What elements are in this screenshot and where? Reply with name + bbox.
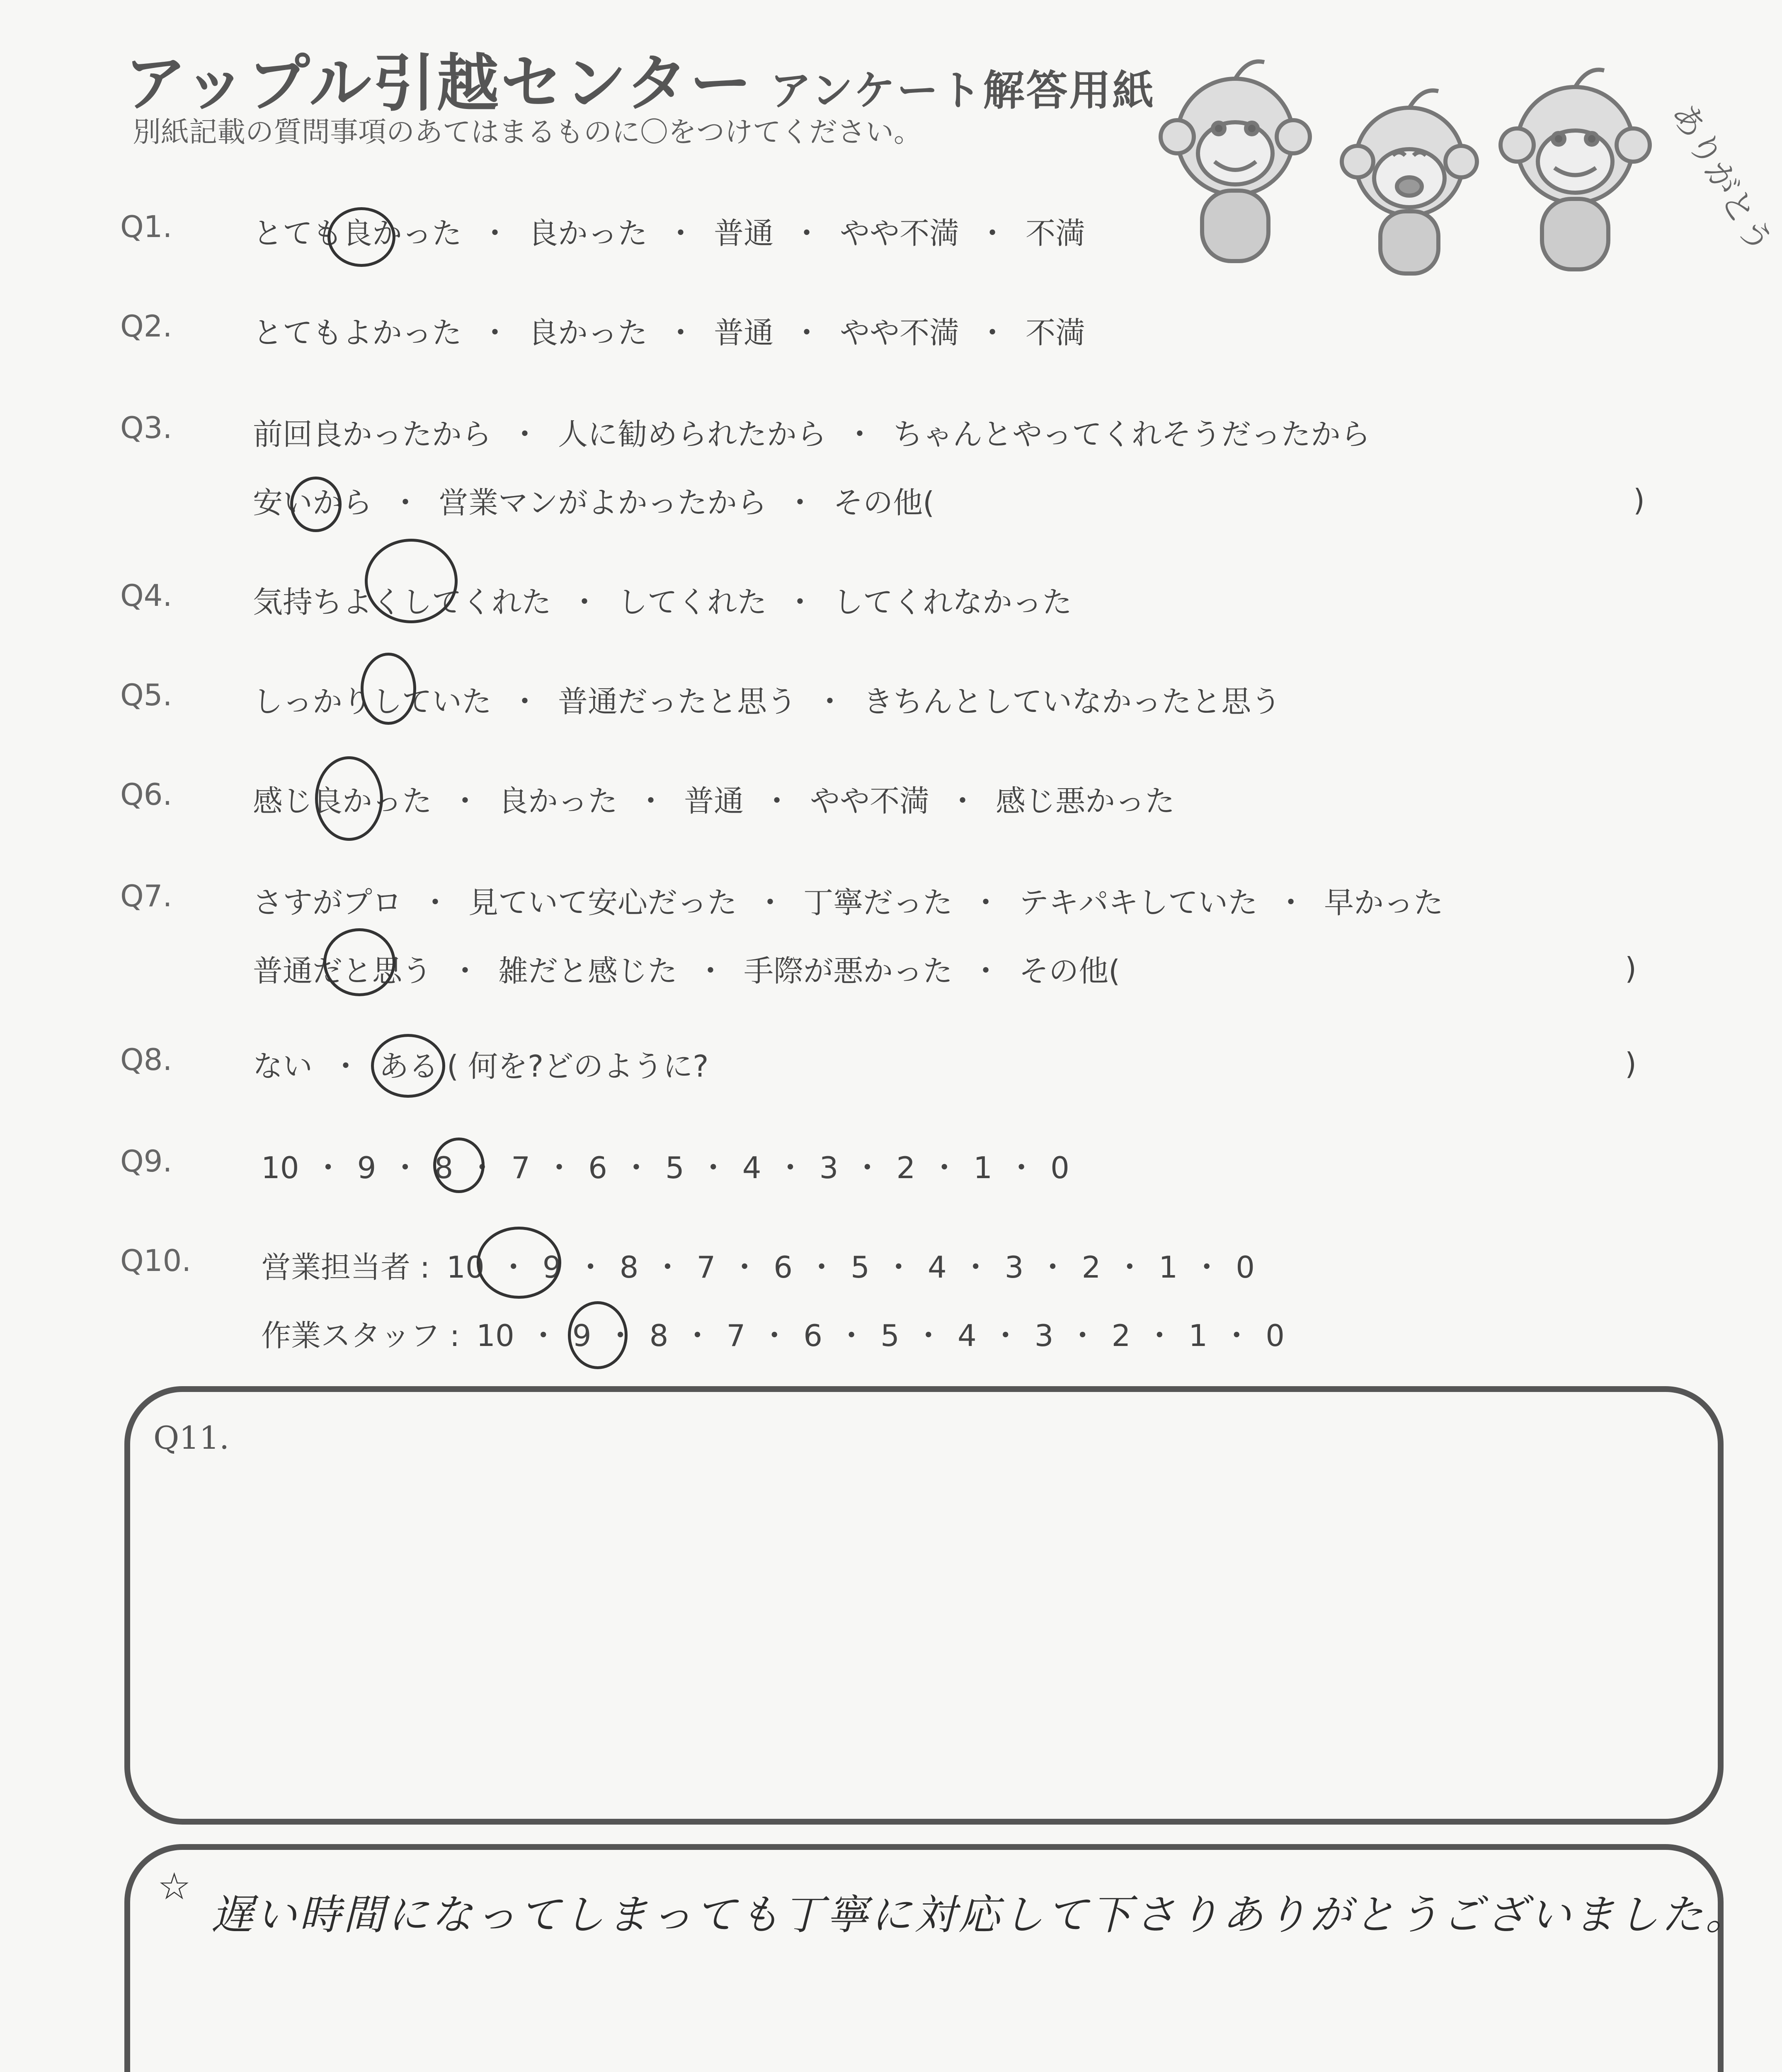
q3-option[interactable]: 営業マンがよかったから [439,485,767,520]
q1-option[interactable]: 普通 [714,216,774,251]
q1-options: とても良かった ・ 良かった ・ 普通 ・ やや不満 ・ 不満 [253,216,1086,251]
q8-selection-circle [371,1034,445,1098]
q9-label: Q9. [120,1144,172,1179]
q5-option[interactable]: 普通だったと思う [558,684,797,719]
q10-score[interactable]: 5 [880,1318,899,1353]
q1-selection-circle [327,207,395,267]
q1-option[interactable]: やや不満 [840,216,960,251]
comment-handwritten-text: 遅い時間になってしまっても丁寧に対応して下さりありがとうございました。 [211,1890,1749,1939]
q3-option-other[interactable]: その他( [833,485,935,520]
monkey-left-icon [1161,61,1310,261]
q9-score[interactable]: 4 [742,1150,761,1185]
q5-selection-circle [361,653,416,725]
q7-label: Q7. [120,879,172,913]
q2-options: とてもよかった ・ 良かった ・ 普通 ・ やや不満 ・ 不満 [253,315,1086,350]
q1-option[interactable]: 良かった [528,216,648,251]
q6-option[interactable]: やや不満 [810,784,930,818]
q10-score[interactable]: 5 [851,1250,870,1285]
q9-score[interactable]: 9 [357,1150,376,1185]
q7-selection-circle [323,928,395,996]
comment-star-icon: ☆ [158,1865,191,1908]
q10-score[interactable]: 2 [1111,1318,1131,1353]
q5-option[interactable]: きちんとしていなかったと思う [863,684,1281,719]
form-subtitle: アンケート解答用紙 [770,66,1156,115]
q10-score[interactable]: 0 [1236,1250,1255,1285]
q10-label: Q10. [120,1243,192,1278]
q6-options: 感じ良かった ・ 良かった ・ 普通 ・ やや不満 ・ 感じ悪かった [253,784,1175,818]
mascot-text: ありがとう [1663,97,1780,259]
q7-option[interactable]: 見ていて安心だった [468,885,737,920]
q9-score[interactable]: 8 [434,1150,453,1185]
q5-label: Q5. [120,678,172,712]
q4-selection-circle [365,539,458,623]
q9-scale: 10 ・ 9 ・ 8 ・ 7 ・ 6 ・ 5 ・ 4 ・ 3 ・ 2 ・ 1 ・ 0 [261,1150,1069,1185]
q10-score[interactable]: 7 [696,1250,716,1285]
q3-option[interactable]: 安いから [253,485,373,520]
q10-sales-row: 営業担当者 : 10 ・ 9 ・ 8 ・ 7 ・ 6 ・ 5 ・ 4 ・ 3 ・ 2 ・ 1 ・ 0 [261,1250,1255,1285]
q9-score[interactable]: 10 [261,1150,299,1185]
q5-options: しっかりしていた ・ 普通だったと思う ・ きちんとしていなかったと思う [253,684,1281,719]
q6-option[interactable]: 感じ悪かった [996,784,1175,818]
q10-staff-selection-circle [568,1301,628,1369]
q9-score[interactable]: 6 [588,1150,607,1185]
q4-option[interactable]: してくれた [618,585,767,620]
q10-score[interactable]: 8 [619,1250,639,1285]
q10-score[interactable]: 3 [1004,1250,1024,1285]
q10-score[interactable]: 10 [476,1318,514,1353]
monkey-right-icon [1501,70,1650,269]
q2-label: Q2. [120,309,172,344]
q3-option[interactable]: ちゃんとやってくれそうだったから [893,417,1371,452]
q8-note: ( 何を?どのように? [447,1049,709,1084]
q10-score[interactable]: 3 [1034,1318,1054,1353]
q6-option[interactable]: 感じ良かった [253,784,432,818]
q1-option[interactable]: とても良かった [253,216,462,251]
q1-label: Q1. [120,209,172,244]
q7-options-line2: 普通だと思う ・ 雑だと感じた ・ 手際が悪かった ・ その他( [253,954,1120,988]
q10-score[interactable]: 0 [1266,1318,1285,1353]
q2-option[interactable]: やや不満 [840,315,960,350]
q10-score[interactable]: 1 [1159,1250,1178,1285]
q2-option[interactable]: 良かった [528,315,648,350]
q9-score[interactable]: 3 [819,1150,839,1185]
q3-option[interactable]: 前回良かったから [253,417,492,452]
q3-options-line2: 安いから ・ 営業マンがよかったから ・ その他( [253,485,935,520]
q8-close-paren: ) [1625,1046,1637,1081]
q7-option[interactable]: 手際が悪かった [744,954,953,988]
q10-score[interactable]: 9 [572,1318,592,1353]
q3-close-paren: ) [1633,483,1645,518]
q4-options: 気持ちよくしてくれた ・ してくれた ・ してくれなかった [253,585,1072,620]
q7-option[interactable]: さすがプロ [253,885,402,920]
q9-score[interactable]: 2 [896,1150,916,1185]
q4-option[interactable]: してくれなかった [833,585,1072,620]
q7-options-line1: さすがプロ ・ 見ていて安心だった ・ 丁寧だった ・ テキパキしていた ・ 早かった [253,885,1444,920]
q7-option[interactable]: テキパキしていた [1019,885,1258,920]
q9-score[interactable]: 1 [973,1150,993,1185]
q7-option[interactable]: 普通だと思う [253,954,432,988]
q11-label: Q11. [153,1419,230,1456]
q7-option-other[interactable]: その他( [1019,954,1120,988]
q2-option[interactable]: 普通 [714,315,774,350]
q3-option[interactable]: 人に勧められたから [558,417,827,452]
company-name: アップル引越センター [124,48,754,120]
q10-sales-label: 営業担当者 : [261,1250,430,1285]
q6-option[interactable]: 普通 [684,784,744,818]
q3-selection-circle [290,477,342,532]
q9-score[interactable]: 5 [665,1150,684,1185]
form-title [124,33,1156,123]
q10-score[interactable]: 4 [957,1318,977,1353]
instruction-text: 別紙記載の質問事項のあてはまるものに〇をつけてください。 [133,116,922,149]
q6-selection-circle [315,756,383,841]
q10-score[interactable]: 10 [446,1250,485,1285]
q2-option[interactable]: とてもよかった [253,315,462,350]
q10-score[interactable]: 2 [1081,1250,1101,1285]
q10-sales-selection-circle [477,1227,561,1299]
q3-options-line1: 前回良かったから ・ 人に勧められたから ・ ちゃんとやってくれそうだったから [253,417,1371,452]
q8-options: ない ・ ある ( 何を?どのように? [253,1049,709,1084]
q10-score[interactable]: 8 [649,1318,669,1353]
q10-score[interactable]: 1 [1188,1318,1208,1353]
mascot-monkeys-illustration [1152,41,1780,274]
q10-staff-row: 作業スタッフ : 10 ・ 9 ・ 8 ・ 7 ・ 6 ・ 5 ・ 4 ・ 3 ・ 2 ・ 1 ・ 0 [261,1318,1285,1353]
q1-option[interactable]: 不満 [1026,216,1086,251]
q6-option[interactable]: 良かった [498,784,618,818]
q4-label: Q4. [120,578,172,613]
q3-label: Q3. [120,410,172,445]
q9-score[interactable]: 0 [1050,1150,1069,1185]
q10-score[interactable]: 7 [726,1318,746,1353]
q8-option[interactable]: ある [379,1049,439,1084]
q7-close-paren: ) [1625,951,1637,986]
q8-label: Q8. [120,1042,172,1077]
q2-option[interactable]: 不満 [1026,315,1086,350]
q9-selection-circle [433,1138,485,1193]
q11-answer-box[interactable] [124,1386,1724,1825]
q5-option[interactable]: しっかりしていた [253,684,492,719]
q7-option[interactable]: 早かった [1324,885,1444,920]
monkey-middle-icon [1342,90,1477,274]
q6-label: Q6. [120,777,172,812]
q10-staff-label: 作業スタッフ : [261,1318,460,1353]
q7-option[interactable]: 雑だと感じた [498,954,678,988]
q7-option[interactable]: 丁寧だった [803,885,953,920]
q4-option[interactable]: 気持ちよくしてくれた [253,585,552,620]
q10-score[interactable]: 4 [927,1250,947,1285]
q8-option[interactable]: ない [253,1049,313,1084]
q9-score[interactable]: 7 [511,1150,531,1185]
q10-score[interactable]: 6 [803,1318,823,1353]
q10-score[interactable]: 6 [773,1250,793,1285]
q10-score[interactable]: 9 [542,1250,562,1285]
comment-box[interactable] [124,1844,1724,2072]
